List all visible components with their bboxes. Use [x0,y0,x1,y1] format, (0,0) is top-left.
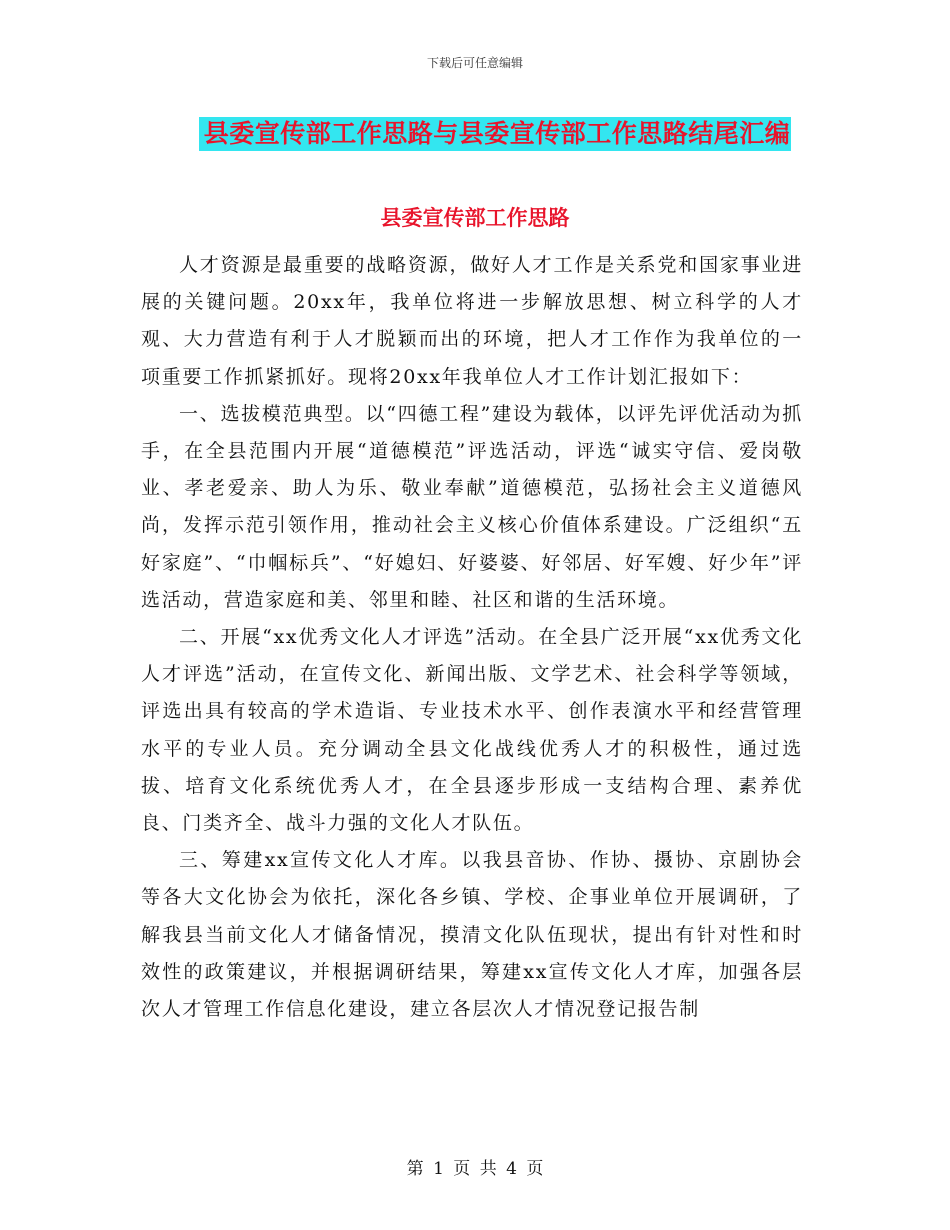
document-title [0,112,950,151]
paragraph-intro: 人才资源是最重要的战略资源，做好人才工作是关系党和国家事业进展的关键问题。20xx年，我单位将进一步解放思想、树立科学的人才观、大力营造有利于人才脱颖而出的环境，把人才工作作为我单位的一项重要工作抓紧抓好。现将20xx年我单位人才工作计划汇报如下： [141,254,803,388]
body-text [141,247,803,1028]
section-title: 县委宣传部工作思路 [380,205,570,230]
page-footer: 第 1 页 共 4 页 [406,1159,544,1179]
paragraph-item-3: 三、筹建xx宣传文化人才库。以我县音协、作协、摄协、京剧协会等各大文化协会为依托，深化各乡镇、学校、企事业单位开展调研，了解我县当前文化人才储备情况，摸清文化队伍现状，提出有针对性和时效性的政策建议，并根据调研结果，筹建xx宣传文化人才库，加强各层次人才管理工作信息化建设，建立各层次人才情况登记报告制 [141,849,803,1021]
paragraph-item-1: 一、选拔模范典型。以“四德工程”建设为载体，以评先评优活动为抓手，在全县范围内开展“道德模范”评选活动，评选“诚实守信、爱岗敬业、孝老爱亲、助人为乐、敬业奉献”道德模范，弘扬社会主义道德风尚，发挥示范引领作用，推动社会主义核心价值体系建设。广泛组织“五好家庭”、“巾帼标兵”、“好媳妇、好婆婆、好邻居、好军嫂、好少年”评选活动，营造家庭和美、邻里和睦、社区和谐的生活环境。 [141,402,803,611]
header-note: 下载后可任意编辑 [426,56,523,70]
document-title-text: 县委宣传部工作思路与县委宣传部工作思路结尾汇编 [199,117,792,151]
paragraph-item-2: 二、开展“xx优秀文化人才评选”活动。在全县广泛开展“xx优秀文化人才评选”活动，在宣传文化、新闻出版、文学艺术、社会科学等领域，评选出具有较高的学术造诣、专业技术水平、创作表演水平和经营管理水平的专业人员。充分调动全县文化战线优秀人才的积极性，通过选拔、培育文化系统优秀人才，在全县逐步形成一支结构合理、素养优良、门类齐全、战斗力强的文化人才队伍。 [141,626,803,835]
